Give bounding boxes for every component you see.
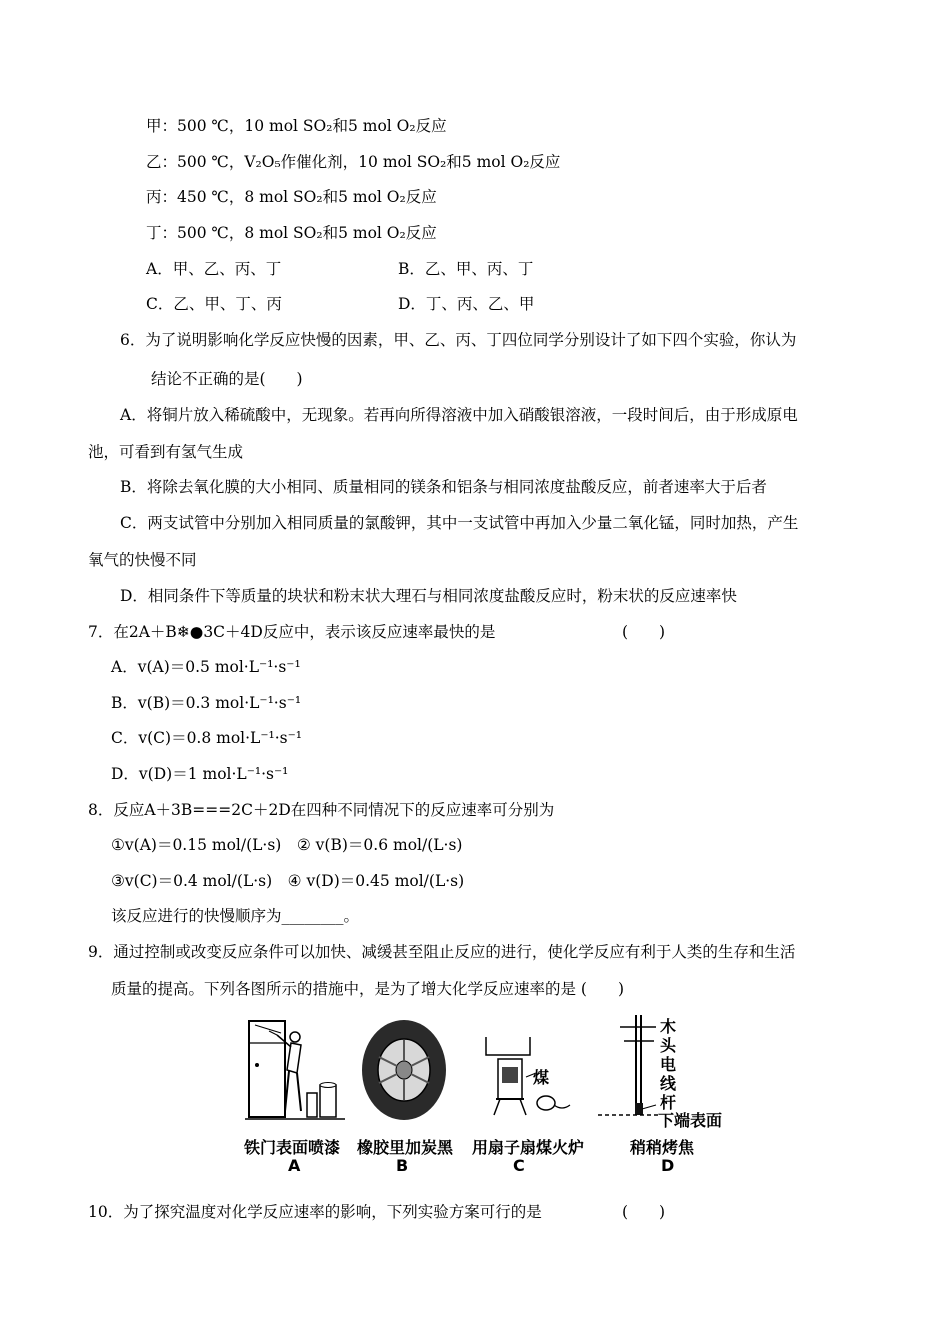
q8-rates-row1: ①v(A)＝0.15 mol/(L·s) ② v(B)＝0.6 mol/(L·s) — [111, 836, 463, 854]
q7-option-b: B．v(B)＝0.3 mol·L⁻¹·s⁻¹ — [111, 694, 302, 712]
q7-option-d: D．v(D)＝1 mol·L⁻¹·s⁻¹ — [111, 765, 289, 783]
figure-letter-c: C — [513, 1156, 525, 1175]
q6-stem-line2: 结论不正确的是( ) — [151, 370, 303, 388]
wooden-pole-illustration — [598, 1015, 658, 1125]
coal-label: 煤 — [533, 1068, 550, 1087]
q6-option-c-line2: 氧气的快慢不同 — [88, 551, 197, 569]
tire-illustration — [358, 1017, 450, 1123]
q9-stem-line1: 9．通过控制或改变反应条件可以加快、减缓甚至阻止反应的进行，使化学反应有利于人类的生存和生活 — [88, 943, 796, 961]
q6-option-b: B．将除去氧化膜的大小相同、质量相同的镁条和铝条与相同浓度盐酸反应，前者速率大于后者 — [120, 478, 767, 496]
stove-fan-illustration — [480, 1033, 580, 1123]
figure-caption-a: 铁门表面喷漆 — [244, 1138, 341, 1157]
q6-stem-line1: 6．为了说明影响化学反应快慢的因素，甲、乙、丙、丁四位同学分别设计了如下四个实验，你认为 — [120, 331, 797, 349]
q5-option-c: C．乙、甲、丁、丙 — [146, 295, 282, 313]
q8-rates-row2: ③v(C)＝0.4 mol/(L·s) ④ v(D)＝0.45 mol/(L·s) — [111, 872, 465, 890]
door-painting-illustration — [245, 1015, 345, 1125]
q6-option-d: D．相同条件下等质量的块状和粉末状大理石与相同浓度盐酸反应时，粉末状的反应速率快 — [120, 587, 737, 605]
pole-label: 木头电线杆 — [660, 1017, 677, 1112]
q5-option-a: A．甲、乙、丙、丁 — [146, 260, 282, 278]
q6-option-a-line1: A．将铜片放入稀硫酸中，无现象。若再向所得溶液中加入硝酸银溶液，一段时间后，由于形成原电 — [120, 406, 798, 424]
q7-stem: 7．在2A＋B❄●3C＋4D反应中，表示该反应速率最快的是 — [88, 623, 496, 641]
figure-caption-d: 稍稍烤焦 — [630, 1138, 695, 1157]
figure-letter-d: D — [661, 1156, 675, 1175]
q8-stem: 8．反应A＋3B===2C＋2D在四种不同情况下的反应速率可分别为 — [88, 801, 555, 819]
q5-option-d: D．丁、丙、乙、甲 — [398, 295, 535, 313]
q8-fill-blank: 该反应进行的快慢顺序为________。 — [111, 907, 360, 925]
q5-ding: 丁：500 ℃，8 mol SO₂和5 mol O₂反应 — [146, 224, 437, 242]
q5-jia: 甲：500 ℃，10 mol SO₂和5 mol O₂反应 — [146, 117, 447, 135]
q5-bing: 丙：450 ℃，8 mol SO₂和5 mol O₂反应 — [146, 188, 437, 206]
q7-option-a: A．v(A)＝0.5 mol·L⁻¹·s⁻¹ — [111, 658, 301, 676]
q7-option-c: C．v(C)＝0.8 mol·L⁻¹·s⁻¹ — [111, 729, 303, 747]
q5-option-b: B．乙、甲、丙、丁 — [398, 260, 534, 278]
q6-option-a-line2: 池，可看到有氢气生成 — [88, 443, 244, 461]
q10-answer-paren: ( ) — [622, 1203, 666, 1221]
q9-figure — [240, 1015, 740, 1175]
figure-letter-b: B — [396, 1156, 409, 1175]
figure-caption-c: 用扇子扇煤火炉 — [472, 1138, 585, 1157]
figure-letter-a: A — [288, 1156, 301, 1175]
figure-caption-b: 橡胶里加炭黑 — [357, 1138, 454, 1157]
pole-bottom-label: 下端表面 — [658, 1111, 723, 1130]
q10-stem: 10．为了探究温度对化学反应速率的影响，下列实验方案可行的是 — [88, 1203, 542, 1221]
q5-yi: 乙：500 ℃，V₂O₅作催化剂，10 mol SO₂和5 mol O₂反应 — [146, 153, 561, 171]
q6-option-c-line1: C．两支试管中分别加入相同质量的氯酸钾，其中一支试管中再加入少量二氧化锰，同时加热，产生 — [120, 514, 799, 532]
q7-answer-paren: ( ) — [622, 623, 666, 641]
q9-stem-line2: 质量的提高。下列各图所示的措施中，是为了增大化学反应速率的是 ( ) — [111, 980, 625, 998]
